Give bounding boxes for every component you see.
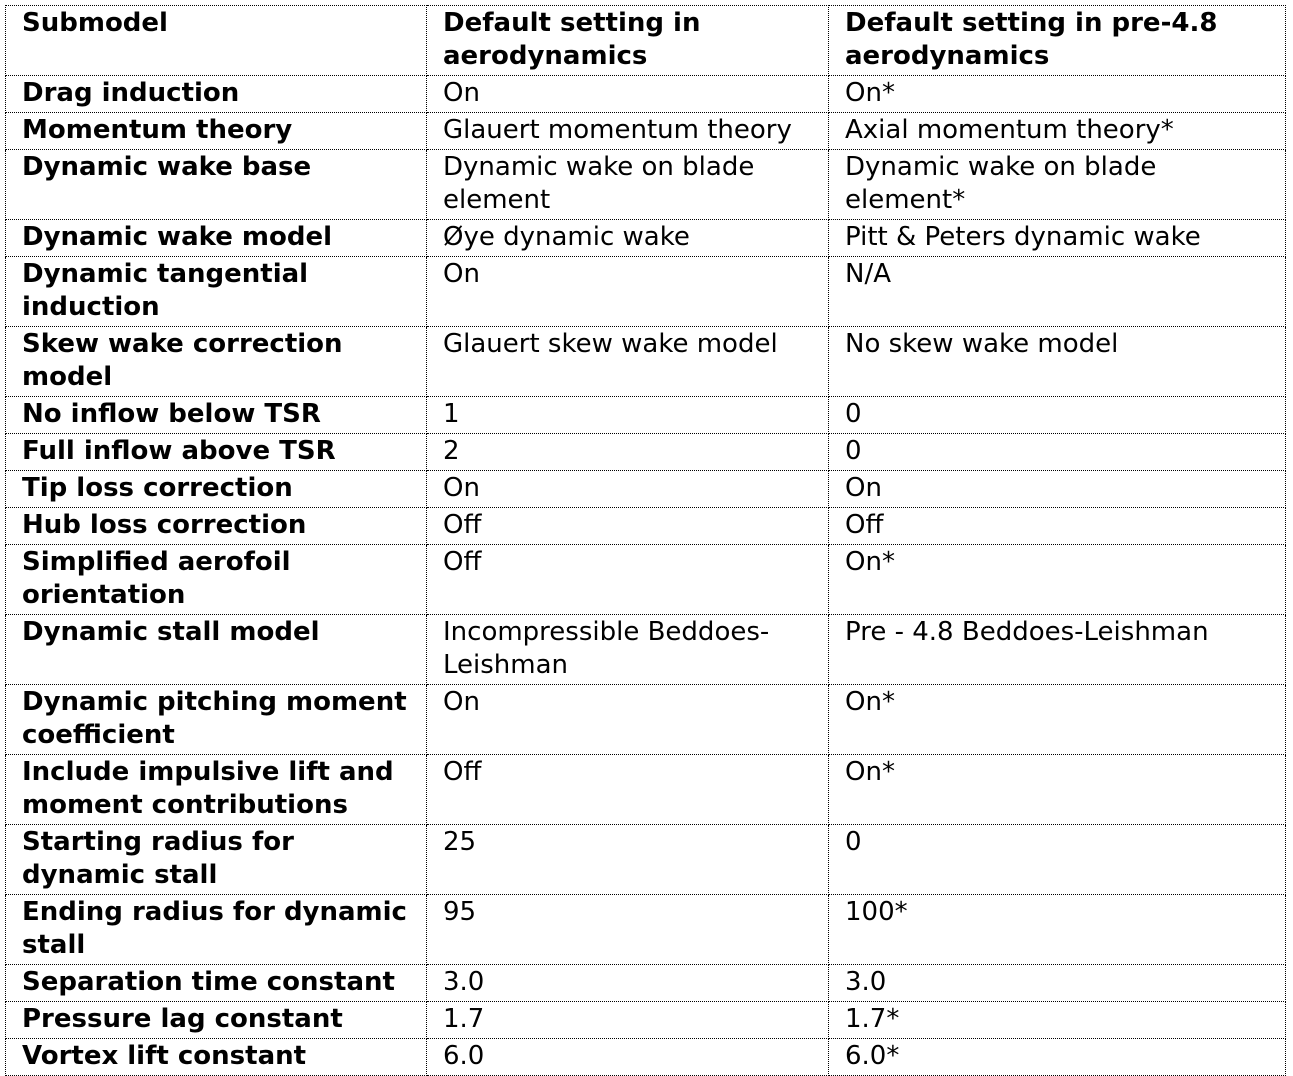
cell-default-pre48: N/A [829,257,1286,327]
cell-submodel: Dynamic wake base [6,150,427,220]
cell-submodel: Separation time constant [6,965,427,1002]
table-row [6,434,1286,471]
cell-submodel: Pressure lag constant [6,1002,427,1039]
cell-default-pre48: No skew wake model [829,327,1286,397]
cell-default-aero: Øye dynamic wake [427,220,829,257]
table-row [6,76,1286,113]
cell-submodel: Dynamic stall model [6,615,427,685]
table-header-row [6,6,1286,76]
cell-submodel: Vortex lift constant [6,1039,427,1076]
cell-default-pre48: On* [829,545,1286,615]
cell-default-aero: On [427,685,829,755]
cell-default-pre48: 6.0* [829,1039,1286,1076]
cell-default-pre48: Dynamic wake on blade element* [829,150,1286,220]
cell-default-aero: On [427,76,829,113]
cell-submodel: Simplified aerofoil orientation [6,545,427,615]
cell-default-aero: Off [427,755,829,825]
cell-submodel: Dynamic wake model [6,220,427,257]
cell-submodel: Momentum theory [6,113,427,150]
cell-default-aero: Glauert skew wake model [427,327,829,397]
column-header-default-aero: Default setting in aerodynamics [427,6,829,76]
cell-default-aero: 2 [427,434,829,471]
table-row [6,965,1286,1002]
cell-default-aero: 1.7 [427,1002,829,1039]
table-row [6,545,1286,615]
table-row [6,113,1286,150]
table-row [6,685,1286,755]
table-row [6,1039,1286,1076]
table-row [6,508,1286,545]
cell-default-pre48: Off [829,508,1286,545]
cell-default-aero: On [427,257,829,327]
cell-default-aero: Off [427,545,829,615]
column-header-submodel: Submodel [6,6,427,76]
submodel-settings-table [5,5,1286,1076]
cell-default-pre48: Pre - 4.8 Beddoes-Leishman [829,615,1286,685]
cell-default-aero: Glauert momentum theory [427,113,829,150]
cell-submodel: Dynamic pitching moment coefficient [6,685,427,755]
table-row [6,615,1286,685]
cell-submodel: Skew wake correction model [6,327,427,397]
cell-default-aero: 1 [427,397,829,434]
cell-default-aero: 95 [427,895,829,965]
cell-default-aero: 6.0 [427,1039,829,1076]
cell-submodel: Ending radius for dynamic stall [6,895,427,965]
cell-default-pre48: 3.0 [829,965,1286,1002]
table-row [6,220,1286,257]
table-row [6,755,1286,825]
column-header-default-pre48: Default setting in pre-4.8 aerodynamics [829,6,1286,76]
cell-default-pre48: 1.7* [829,1002,1286,1039]
cell-submodel: Dynamic tangential induction [6,257,427,327]
cell-default-aero: Off [427,508,829,545]
cell-default-pre48: 0 [829,397,1286,434]
table-row [6,397,1286,434]
cell-default-pre48: Axial momentum theory* [829,113,1286,150]
cell-submodel: Tip loss correction [6,471,427,508]
cell-submodel: Include impulsive lift and moment contributions [6,755,427,825]
cell-default-aero: 3.0 [427,965,829,1002]
cell-submodel: Starting radius for dynamic stall [6,825,427,895]
cell-default-pre48: Pitt & Peters dynamic wake [829,220,1286,257]
table-row [6,895,1286,965]
cell-default-aero: On [427,471,829,508]
cell-default-pre48: On* [829,755,1286,825]
cell-default-pre48: On [829,471,1286,508]
cell-default-pre48: 0 [829,434,1286,471]
cell-default-pre48: 0 [829,825,1286,895]
cell-default-aero: 25 [427,825,829,895]
table-row [6,257,1286,327]
cell-submodel: Hub loss correction [6,508,427,545]
table-row [6,327,1286,397]
table-row [6,150,1286,220]
cell-default-pre48: On* [829,76,1286,113]
cell-default-aero: Incompressible Beddoes-Leishman [427,615,829,685]
cell-submodel: No inflow below TSR [6,397,427,434]
cell-default-pre48: 100* [829,895,1286,965]
table-row [6,1002,1286,1039]
cell-submodel: Full inflow above TSR [6,434,427,471]
cell-submodel: Drag induction [6,76,427,113]
cell-default-aero: Dynamic wake on blade element [427,150,829,220]
cell-default-pre48: On* [829,685,1286,755]
table-row [6,471,1286,508]
table-row [6,825,1286,895]
